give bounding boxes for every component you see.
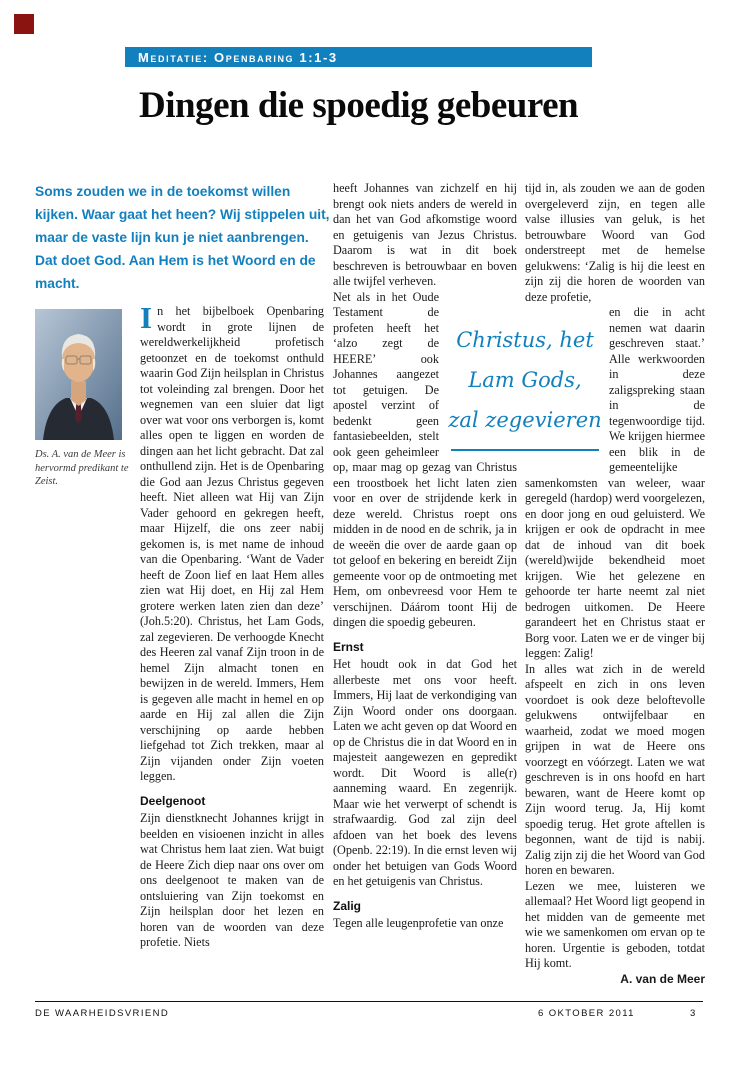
paragraph-text: en die in acht nemen wat daarin geschreven staat.’ Alle werkwoorden in deze zaligspreking staan in de tegenwoordige tijd. We krijgen hiermee een blik in de gemeentelijke samenkomsten van weleer, waar geregeld (hardop) werd voorgelezen, en door jong en oud geluisterd. We krijgen er ook de opdracht in mee dat de inhoud van dit boek (wereld)wijde bekendheid moet krijgen. Wie het gelezene en gehoorde ter harte neemt zal niet bedrogen uitkomen. De Heere garandeert het en Christus staat er Borg voor. Laten we er de vinger bij leggen: Zalig! bbox=[525, 305, 705, 660]
text-column-3 bbox=[525, 181, 705, 987]
paragraph-text: In alles wat zich in de wereld afspeelt en zich in ons leven voordoet is ook deze beloftevolle gelukwens ontwijfelbaar en waarheid, zodat we moed mogen grijpen in wat de Heere ons voorzegt en vóórzegt. Laten we wat geschreven is in ons hoofd en hart bewaren, want de Heere komt op Zijn woord terug. Ja, Hij komt spoedig terug. Het grote aftellen is begonnen, want de tijd is nabij. Zalig zijn zij die het Woord van God horen en bewaren. bbox=[525, 661, 705, 877]
paragraph-text: Lezen we mee, luisteren we allemaal? Het Woord ligt geopend in het midden van de gemeente met wie we samenkomen om ervan op te horen. Urgentie is geboden, totdat Hij komt. bbox=[525, 878, 705, 970]
corner-accent-square bbox=[14, 14, 34, 34]
paragraph bbox=[140, 300, 324, 785]
pull-quote-rule bbox=[451, 449, 599, 451]
footer-magazine-name: DE WAARHEIDSVRIEND bbox=[35, 1008, 170, 1019]
text-column-1 bbox=[140, 300, 324, 951]
paragraph-text: Het houdt ook in dat God het allerbeste met ons voor heeft. Immers, Hij laat de verkondiging van Zijn Woord onder ons doorgaan. Laten we acht geven op dat Woord en op de Christus die in dat Woord en in majesteit aangewezen en gepredikt wordt. Dit Woord is alle(r) aanneming waard. En zegenrijk. Maar wie het verwerpt of schendt is strafwaardig. God zal zijn deel afdoen van het boek des levens (Openb. 22:19). In die ernst leven wij onder het betuigen van Gods Woord en het getuigenis van Christus. bbox=[333, 657, 517, 888]
footer-page-number: 3 bbox=[690, 1008, 696, 1019]
paragraph-text: tijd in, als zouden we aan de goden overgeleverd zijn, en tegen alle valse illusies van geluk, is het betrouwbare Woord van God onderstreept met de hemelse gelukwens: ‘Zalig is hij die leest en zijn zij die horen de woorden van deze profetie, bbox=[525, 181, 705, 304]
section-kicker-label: Meditatie: Openbaring 1:1-3 bbox=[138, 49, 338, 65]
subheading-deelgenoot: Deelgenoot bbox=[140, 793, 206, 808]
text-column-2 bbox=[333, 181, 517, 932]
paragraph-text: Net als in het Oude Testament de profeten heeft het ‘alzo zegt de HEERE’ ook Johannes aangezet tot getuigen. De apostel verzint of bedenkt geen fantasiebeelden, stelt ook geen geheimleer op, maar mag op gezag van Christus een troostboek het licht laten zien voor en over de strijdende kerk in deze wereld. Christus roept ons midden in de nood en de schrik, ja in de weeën die over de aarde gaan op tot geloof en bekering en bereidt Zijn gemeente voor op de ontmoeting met Hem, om onbevreesd voor Hem te verschijnen. Dáárom toont Hij de dingen die spoedig gebeuren. bbox=[333, 289, 517, 629]
photo-caption: Ds. A. van de Meer is hervormd predikant te Zeist. bbox=[35, 449, 129, 487]
author-signature: A. van de Meer bbox=[620, 971, 705, 986]
paragraph-text: Tegen alle leugenprofetie van onze bbox=[333, 916, 504, 930]
article-title: Dingen die spoedig gebeuren bbox=[139, 85, 579, 126]
paragraph-text: n het bijbelboek Openbaring wordt in grote lijnen de wereldwerkelijkheid profetisch getoonzet en de toekomst onthuld waarin God Zijn heilsplan in Christus tot voleinding zal brengen. Door het wegnemen van een sluier dat ligt over wat voor ons verborgen is, komt alles open te liggen en worden de dingen aan het licht gebracht. Dat zal onthullend zijn. Het is de Openbaring die God aan Jezus Christus gegeven heeft. Niet alleen wat Hij van Zijn Vader gehoord en gekregen heeft, maar Hijzelf, die ons zeer nabij gekomen is, is met name de inhoud van die Openbaring. ‘Want de Vader heeft de Zoon lief en laat Hem alles zien wat Hij doet, en Hij zal Hem grotere werken laten zien dan deze’ (Joh.5:20). Christus, het Lam Gods, zal zegevieren. De verhoogde Knecht des Heeren zal vanaf Zijn troon in de hemel Zijn almacht tonen en bewijzen in de wereld. Immers, Hem is gegeven alle macht in hemel en op aarde en Hij zal allen die Zijn verschijning op aarde hebben liefgehad tot Zich trekken, maar al Zijn vijanden onder Zijn voeten leggen. bbox=[140, 304, 324, 783]
section-kicker-bar bbox=[125, 47, 592, 67]
footer-rule bbox=[35, 1001, 703, 1002]
paragraph-text: Zijn dienstknecht Johannes krijgt in beelden en visioenen inzicht in alles wat Christus hem laat zien. Wat buigt de Heere Zich diep naar ons over om ons deelgenoot te maken van de ontsluiering van Zijn toekomst en Zijn heilsplan door het lezen en horen van de woorden van deze profetie. Niets bbox=[140, 811, 324, 949]
subheading-zalig: Zalig bbox=[333, 898, 362, 913]
footer-date: 6 OKTOBER 2011 bbox=[538, 1008, 635, 1019]
article-intro: Soms zouden we in de toekomst willen kijken. Waar gaat het heen? Wij stippelen uit, maar de vaste lijn kun je niet aanbrengen. Dat doet God. Aan Hem is het Woord en de macht. bbox=[35, 184, 330, 291]
pull-quote-line-2: Lam Gods, bbox=[468, 368, 582, 392]
pull-quote bbox=[437, 320, 613, 451]
author-photo bbox=[35, 309, 122, 440]
pull-quote-line-1: Christus, het bbox=[456, 328, 594, 352]
drop-cap: I bbox=[140, 300, 153, 335]
subheading-ernst: Ernst bbox=[333, 639, 364, 654]
paragraph-text: heeft Johannes van zichzelf en hij brengt ook niets anders de wereld in dan het van God afkomstige woord en getuigenis van Jezus Christus. Daarom is wat in dit boek beschreven is betrouwbaar en boven alle twijfel verheven. bbox=[333, 181, 517, 288]
pull-quote-line-3: zal zegevieren bbox=[448, 408, 602, 432]
portrait-illustration bbox=[35, 309, 122, 440]
